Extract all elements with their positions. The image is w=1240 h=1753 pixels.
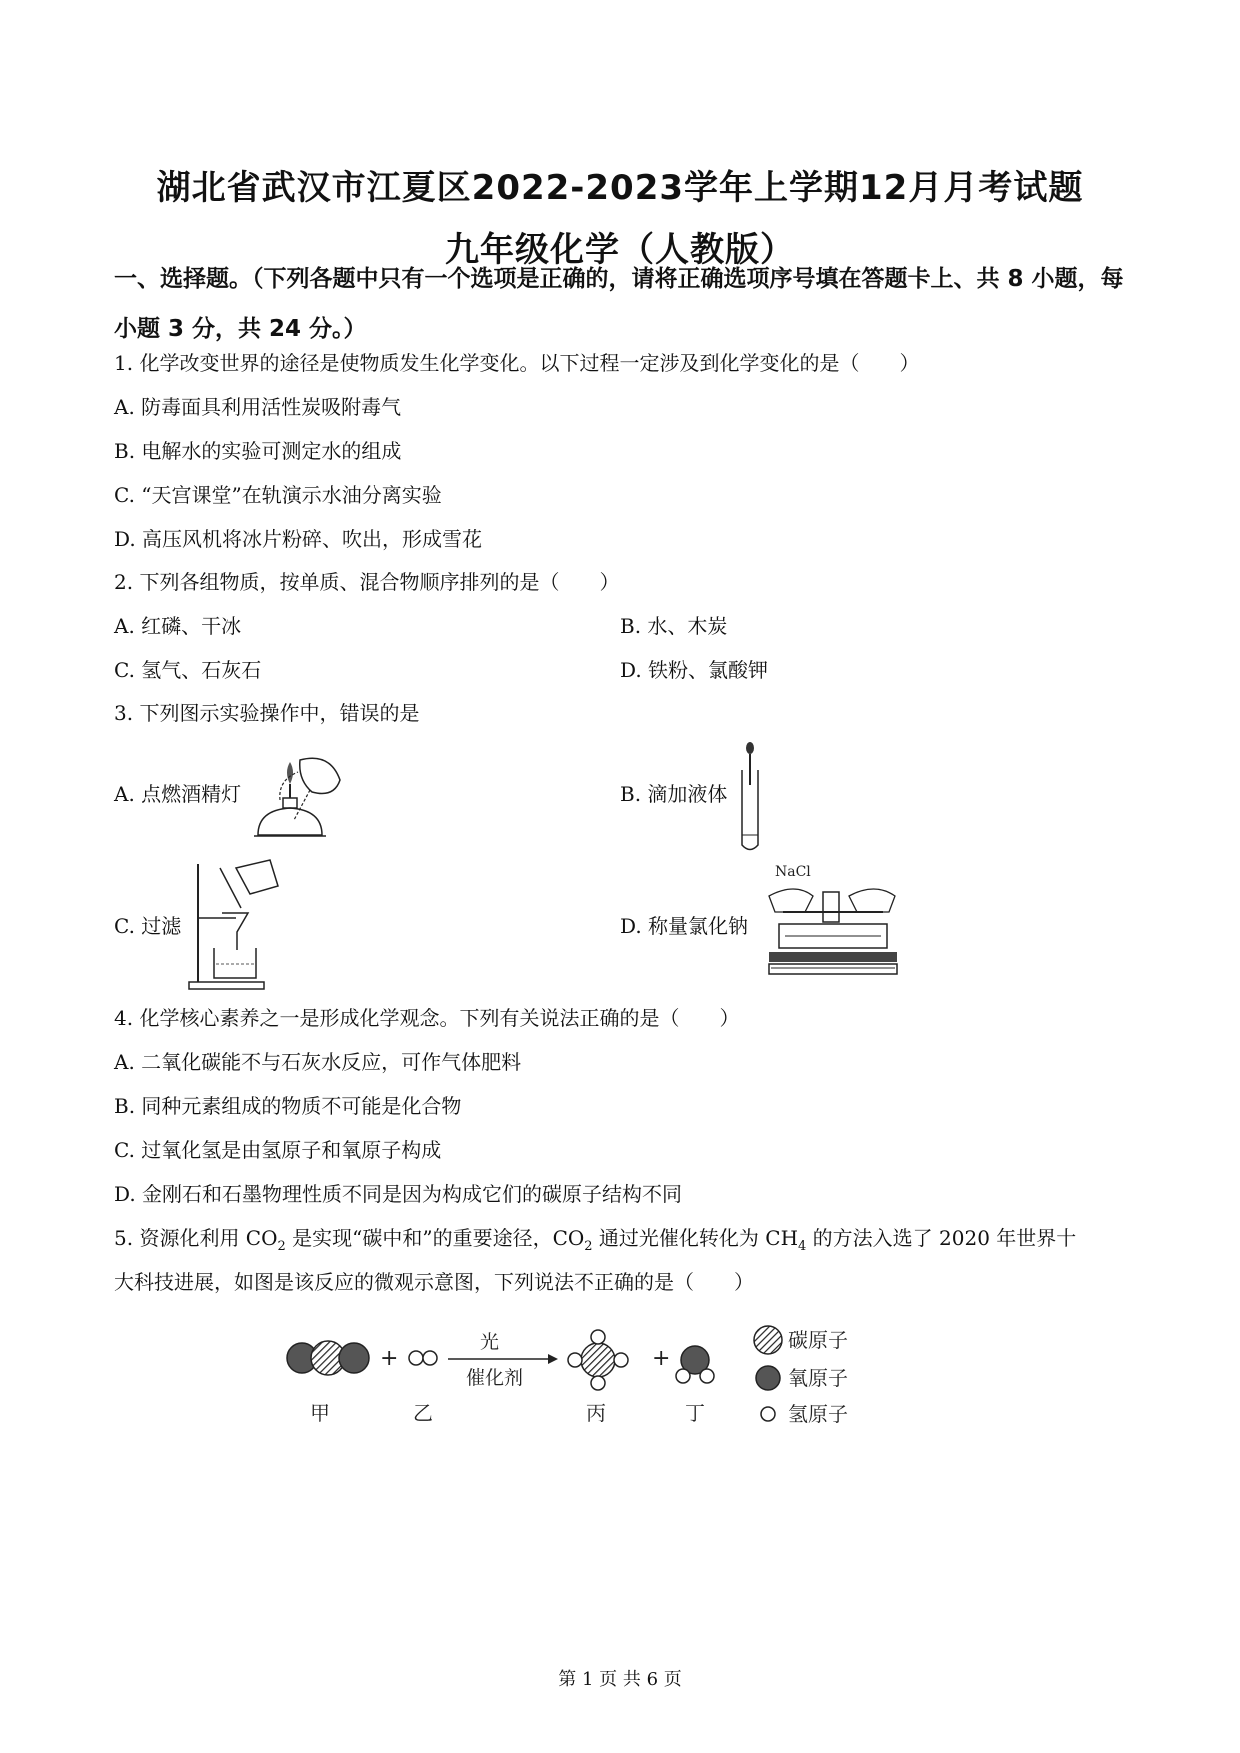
q4-option-c: C. 过氧化氢是由氢原子和氧原子构成: [114, 1138, 442, 1162]
q1-option-b: B. 电解水的实验可测定水的组成: [114, 439, 402, 463]
section-heading: 一、选择题。（下列各题中只有一个选项是正确的，请将正确选项序号填在答题卡上、共 8 小题，每小题 3 分，共 24 分。）: [114, 266, 1124, 342]
q2-option-d: D. 铁粉、氯酸钾: [620, 658, 769, 682]
q3-stem: 3. 下列图示实验操作中，错误的是: [114, 701, 420, 725]
q4-stem: 4. 化学核心素养之一是形成化学观念。下列有关说法正确的是（ ）: [114, 1006, 740, 1030]
arrow-label-light: 光: [480, 1331, 500, 1353]
q1-option-d: D. 高压风机将冰片粉碎、吹出，形成雪花: [114, 527, 483, 551]
q2-option-a: A. 红磷、干冰: [114, 614, 242, 638]
q4-option-a: A. 二氧化碳能不与石灰水反应，可作气体肥料: [114, 1050, 522, 1074]
bing-carbon-atom: [581, 1343, 615, 1377]
arrow-label-catalyst: 催化剂: [466, 1367, 524, 1389]
bing-hydrogen-atom: [568, 1353, 582, 1367]
ding-hydrogen-atom: [676, 1369, 690, 1383]
yi-hydrogen-atom-right: [423, 1351, 437, 1365]
q2-option-b: B. 水、木炭: [620, 614, 728, 638]
q1-stem: 1. 化学改变世界的途径是使物质发生化学变化。以下过程一定涉及到化学变化的是（ ）: [114, 351, 920, 375]
q3-option-c: C. 过滤: [114, 914, 182, 938]
legend-hydrogen-icon: [761, 1407, 775, 1421]
bing-hydrogen-atom: [591, 1330, 605, 1344]
dropper-figure: [735, 740, 765, 855]
exam-subtitle: 九年级化学（人教版）: [445, 230, 795, 270]
q3-option-b: B. 滴加液体: [620, 782, 728, 806]
label-ding: 丁: [685, 1401, 705, 1425]
yi-hydrogen-atom-left: [409, 1351, 423, 1365]
legend-carbon-label: 碳原子: [788, 1328, 848, 1352]
ding-hydrogen-atom: [700, 1369, 714, 1383]
label-yi: 乙: [413, 1401, 433, 1425]
nacl-label: NaCl: [775, 864, 811, 880]
q3-option-a: A. 点燃酒精灯: [114, 782, 242, 806]
filtration-figure: [186, 858, 286, 993]
legend-oxygen-label: 氧原子: [788, 1366, 848, 1390]
legend-oxygen-icon: [756, 1366, 780, 1390]
bing-hydrogen-atom: [614, 1353, 628, 1367]
plus-sign: +: [380, 1346, 399, 1371]
q3-option-d: D. 称量氯化钠: [620, 914, 749, 938]
exam-title: 湖北省武汉市江夏区2022-2023学年上学期12月月考试题: [156, 168, 1084, 208]
alcohol-lamp-figure: [250, 740, 350, 850]
legend-carbon-icon: [754, 1326, 782, 1354]
q2-option-c: C. 氢气、石灰石: [114, 658, 262, 682]
balance-figure: [765, 862, 900, 987]
q2-stem: 2. 下列各组物质，按单质、混合物顺序排列的是（ ）: [114, 570, 620, 594]
plus-sign: +: [652, 1346, 671, 1371]
q4-option-b: B. 同种元素组成的物质不可能是化合物: [114, 1094, 462, 1118]
q4-option-d: D. 金刚石和石墨物理性质不同是因为构成它们的碳原子结构不同: [114, 1182, 683, 1206]
label-jia: 甲: [310, 1401, 330, 1425]
page-footer: 第 1 页 共 6 页: [558, 1669, 682, 1690]
label-bing: 丙: [586, 1401, 606, 1425]
q5-stem-line1: 5. 资源化利用 $CO_2$ 是实现“碳中和”的重要途径，$CO_2$ 通过光催化转化为 $CH_4$ 的方法入选了 2020 年世界十: [114, 1226, 1077, 1254]
q5-stem-line2: 大科技进展，如图是该反应的微观示意图，下列说法不正确的是（ ）: [114, 1270, 754, 1294]
bing-hydrogen-atom: [591, 1376, 605, 1390]
legend-hydrogen-label: 氢原子: [788, 1402, 848, 1426]
arrow-head-icon: [548, 1354, 558, 1364]
reaction-diagram: [280, 1320, 960, 1440]
jia-oxygen-atom-right: [339, 1343, 369, 1373]
q1-option-a: A. 防毒面具利用活性炭吸附毒气: [114, 395, 402, 419]
q1-option-c: C. “天宫课堂”在轨演示水油分离实验: [114, 483, 442, 507]
